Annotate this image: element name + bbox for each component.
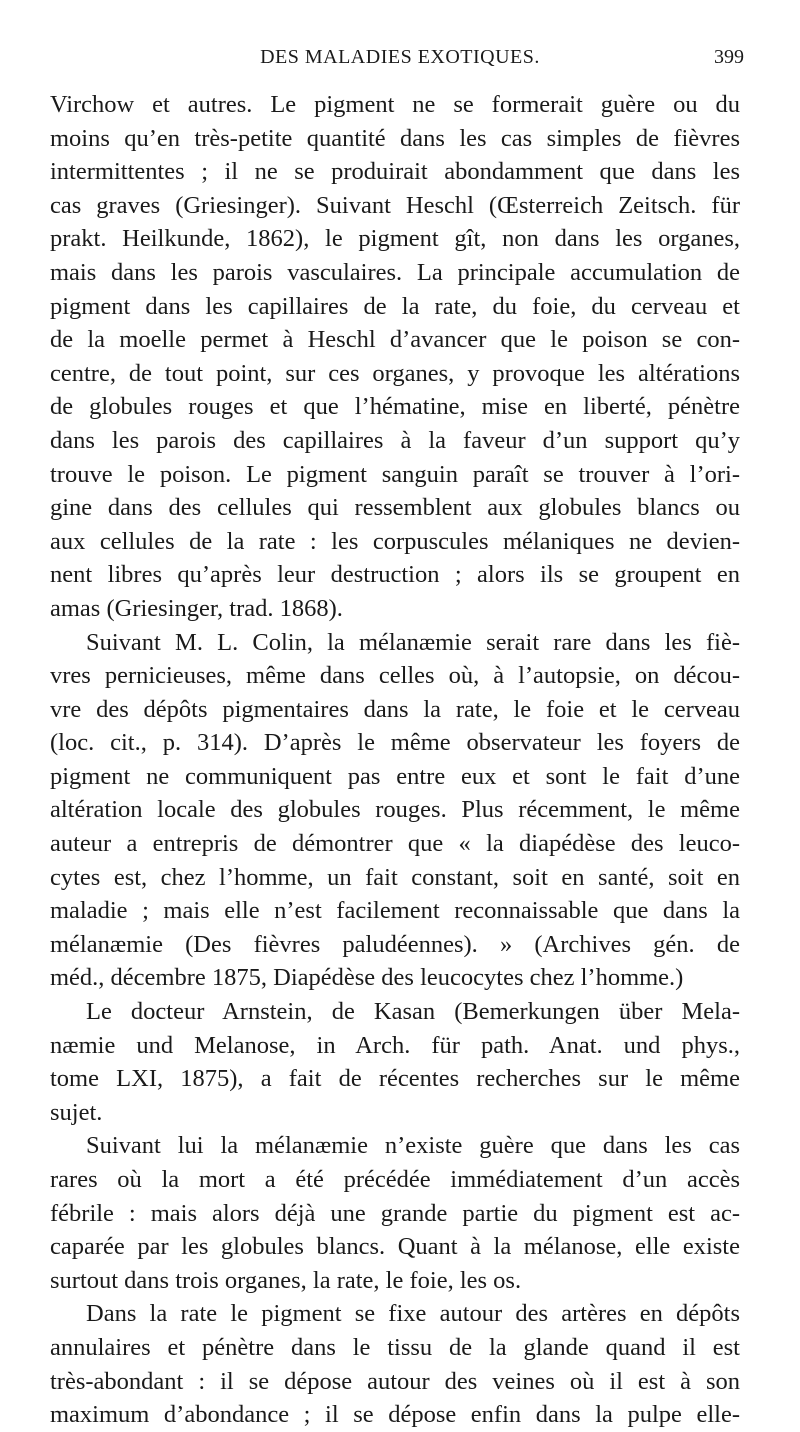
text-line: nent libres qu’après leur destruction ; alors ils se groupent en (50, 561, 740, 589)
text-line: annulaires et pénètre dans le tissu de la glande quand il est (50, 1333, 740, 1361)
text-line: surtout dans trois organes, la rate, le foie, les os. (50, 1266, 522, 1294)
text-line: pigment ne communiquent pas entre eux et sont le fait d’une (50, 762, 740, 790)
text-line: fébrile : mais alors déjà une grande partie du pigment est ac- (50, 1199, 740, 1227)
text-line: Dans la rate le pigment se fixe autour des artères en dépôts (86, 1300, 740, 1328)
page-number: 399 (714, 46, 744, 68)
text-line: de globules rouges et que l’hématine, mise en liberté, pénètre (50, 393, 740, 421)
text-line: Le docteur Arnstein, de Kasan (Bemerkungen über Mela- (86, 998, 740, 1026)
text-line: gine dans des cellules qui ressemblent aux globules blancs ou (50, 494, 740, 522)
text-line: amas (Griesinger, trad. 1868). (50, 594, 343, 622)
text-line: (loc. cit., p. 314). D’après le même observateur les foyers de (50, 729, 740, 757)
text-line: rares où la mort a été précédée immédiatement d’un accès (50, 1166, 740, 1193)
text-line: moins qu’en très-petite quantité dans les cas simples de fièvres (50, 124, 740, 152)
text-line: cas graves (Griesinger). Suivant Heschl (Œsterreich Zeitsch. für (50, 191, 740, 219)
text-line: Suivant M. L. Colin, la mélanæmie serait rare dans les fiè- (86, 628, 740, 656)
text-line: auteur a entrepris de démontrer que « la diapédèse des leuco- (50, 830, 740, 858)
text-line: Suivant lui la mélanæmie n’existe guère que dans les cas (86, 1132, 740, 1160)
text-line: caparée par les globules blancs. Quant à la mélanose, elle existe (50, 1233, 740, 1261)
text-line: centre, de tout point, sur ces organes, y provoque les altérations (50, 359, 740, 387)
text-line: pigment dans les capillaires de la rate, du foie, du cerveau et (50, 292, 740, 320)
text-line: mais dans les parois vasculaires. La principale accumulation de (50, 258, 740, 286)
text-line: vres pernicieuses, même dans celles où, à l’autopsie, on décou- (50, 662, 740, 690)
text-line: mélanæmie (Des fièvres paludéennes). » (Archives gén. de (50, 930, 740, 958)
page-header (50, 46, 750, 76)
text-line: tome LXI, 1875), a fait de récentes recherches sur le même (50, 1065, 740, 1093)
text-line: sujet. (50, 1098, 103, 1126)
text-line: prakt. Heilkunde, 1862), le pigment gît, non dans les organes, (50, 225, 740, 253)
text-line: méd., décembre 1875, Diapédèse des leucocytes chez l’homme.) (50, 964, 684, 992)
text-line: maximum d’abondance ; il se dépose enfin dans la pulpe elle- (50, 1401, 740, 1429)
text-line: vre des dépôts pigmentaires dans la rate, le foie et le cerveau (50, 695, 740, 723)
text-line: trouve le poison. Le pigment sanguin paraît se trouver à l’ori- (50, 460, 740, 488)
text-line: Virchow et autres. Le pigment ne se formerait guère ou du (50, 91, 740, 118)
text-line: aux cellules de la rate : les corpuscules mélaniques ne devien- (50, 527, 740, 555)
text-line: cytes est, chez l’homme, un fait constant, soit en santé, soit en (50, 863, 740, 891)
text-line: næmie und Melanose, in Arch. für path. Anat. und phys., (50, 1031, 740, 1059)
text-line: dans les parois des capillaires à la faveur d’un support qu’y (50, 426, 740, 454)
text-line: altération locale des globules rouges. Plus récemment, le même (50, 796, 740, 824)
running-title: DES MALADIES EXOTIQUES. (260, 46, 540, 68)
body-text (50, 88, 740, 1432)
text-line: intermittentes ; il ne se produirait abondamment que dans les (50, 158, 740, 186)
text-line: de la moelle permet à Heschl d’avancer que le poison se con- (50, 326, 740, 354)
text-line: très-abondant : il se dépose autour des veines où il est à son (50, 1367, 740, 1395)
text-line: maladie ; mais elle n’est facilement reconnaissable que dans la (50, 897, 740, 925)
